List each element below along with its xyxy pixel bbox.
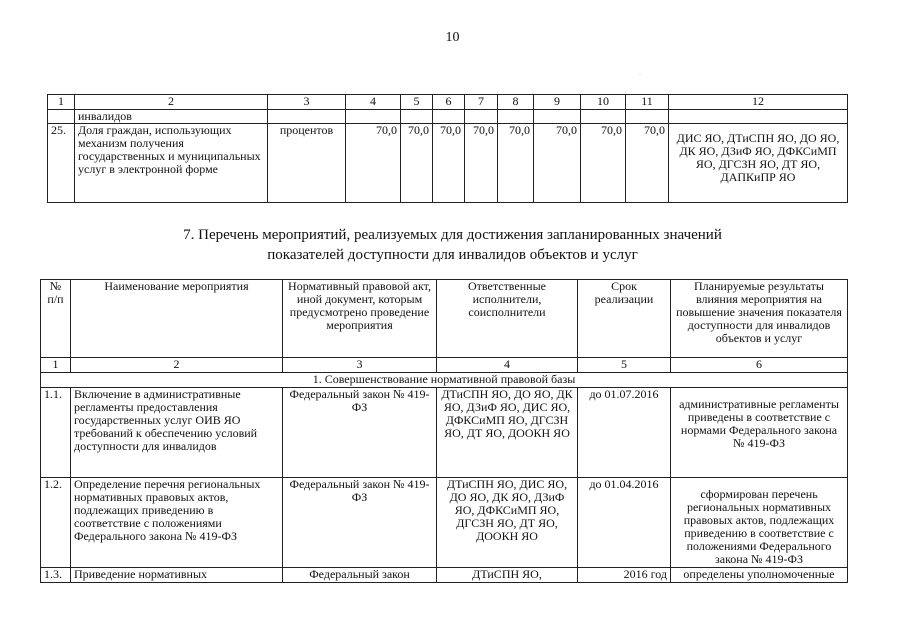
column-number-row: [41, 358, 848, 373]
col-num: 11: [626, 95, 669, 110]
column-header: Нормативный правовой акт, иной документ, которым предусмотрено проведение мероприятия: [283, 280, 437, 358]
col-num: 7: [465, 95, 498, 110]
column-header: Ответственные исполнители, соисполнители: [437, 280, 578, 358]
table-row: [41, 478, 848, 568]
result: определены уполномоченные: [671, 568, 848, 583]
value: 70,0: [346, 124, 401, 203]
col-num: 9: [534, 95, 581, 110]
row-number: 25.: [48, 124, 75, 203]
legal-act: Федеральный закон: [283, 568, 437, 583]
executors: ДТиСПН ЯО, ДО ЯО, ДК ЯО, ДЗиФ ЯО, ДИС ЯО, ДФКСиМП ЯО, ДГСЗН ЯО, ДТ ЯО, ДООКН ЯО: [437, 388, 578, 478]
col-num: 4: [437, 358, 578, 373]
executors: ДТиСПН ЯО, ДИС ЯО, ДО ЯО, ДК ЯО, ДЗиФ ЯО, ДФКСиМП ЯО, ДГСЗН ЯО, ДТ ЯО, ДООКН ЯО: [437, 478, 578, 568]
col-num: 5: [401, 95, 433, 110]
column-header: Наименование мероприятия: [71, 280, 283, 358]
legal-act: Федеральный закон № 419-ФЗ: [283, 388, 437, 478]
measures-table: [40, 279, 848, 583]
row-number: 1.2.: [41, 478, 71, 568]
col-num: 10: [581, 95, 626, 110]
section-title-line: 7. Перечень мероприятий, реализуемых для достижения запланированных значений: [183, 227, 722, 243]
section-heading-row: [41, 373, 848, 388]
col-num: 2: [71, 358, 283, 373]
scan-mark: ·: [639, 72, 641, 78]
col-num: 8: [498, 95, 534, 110]
col-num: 6: [433, 95, 465, 110]
value: 70,0: [626, 124, 669, 203]
legal-act: Федеральный закон № 419-ФЗ: [283, 478, 437, 568]
col-num: 12: [669, 95, 848, 110]
column-header: № п/п: [41, 280, 71, 358]
col-num: 2: [75, 95, 268, 110]
executors: ДТиСПН ЯО,: [437, 568, 578, 583]
measure-name: Включение в административные регламенты предоставления государственных услуг ОИВ ЯО требований к обеспечению условий доступности для инвалидов: [71, 388, 283, 478]
indicator-name: Доля граждан, использующих механизм получения государственных и муниципальных услуг в электронной форме: [75, 124, 268, 203]
term: до 01.07.2016: [578, 388, 671, 478]
unit: процентов: [268, 124, 346, 203]
row-number: 1.1.: [41, 388, 71, 478]
col-num: 3: [283, 358, 437, 373]
column-header: Срок реализации: [578, 280, 671, 358]
term: до 01.04.2016: [578, 478, 671, 568]
table-row: [41, 388, 848, 478]
measure-name: Определение перечня региональных нормативных правовых актов, подлежащих приведению в соответствие с положениями Федерального закона № 419-ФЗ: [71, 478, 283, 568]
term: 2016 год: [578, 568, 671, 583]
column-header: Планируемые результаты влияния мероприятия на повышение значения показателя доступности для инвалидов объектов и услуг: [671, 280, 848, 358]
result: сформирован перечень региональных нормативных правовых актов, подлежащих приведению в соответствие с положениями Федерального закона № 419-ФЗ: [671, 478, 848, 568]
col-num: 1: [41, 358, 71, 373]
section-title: [0, 225, 905, 265]
section-title-line: показателей доступности для инвалидов объектов и услуг: [267, 247, 638, 263]
table-row: [41, 568, 848, 583]
col-num: 4: [346, 95, 401, 110]
executors: ДИС ЯО, ДТиСПН ЯО, ДО ЯО, ДК ЯО, ДЗиФ ЯО, ДФКСиМП ЯО, ДГСЗН ЯО, ДТ ЯО, ДАПКиПР ЯО: [669, 124, 848, 203]
table-row: [48, 110, 848, 124]
col-num: 3: [268, 95, 346, 110]
column-number-row: [48, 95, 848, 110]
section-heading: 1. Совершенствование нормативной правовой базы: [41, 373, 848, 388]
table-row: [48, 124, 848, 203]
header-row: [41, 280, 848, 358]
col-num: 6: [671, 358, 848, 373]
continuation-text: инвалидов: [75, 110, 268, 124]
col-num: 1: [48, 95, 75, 110]
value: 70,0: [433, 124, 465, 203]
value: 70,0: [581, 124, 626, 203]
row-number: 1.3.: [41, 568, 71, 583]
col-num: 5: [578, 358, 671, 373]
value: 70,0: [498, 124, 534, 203]
value: 70,0: [534, 124, 581, 203]
page-number: 10: [445, 30, 460, 45]
value: 70,0: [401, 124, 433, 203]
value: 70,0: [465, 124, 498, 203]
measure-name: Приведение нормативных: [71, 568, 283, 583]
indicators-table: [47, 94, 848, 203]
result: административные регламенты приведены в соответствие с нормами Федерального закона № 419-ФЗ: [671, 388, 848, 478]
